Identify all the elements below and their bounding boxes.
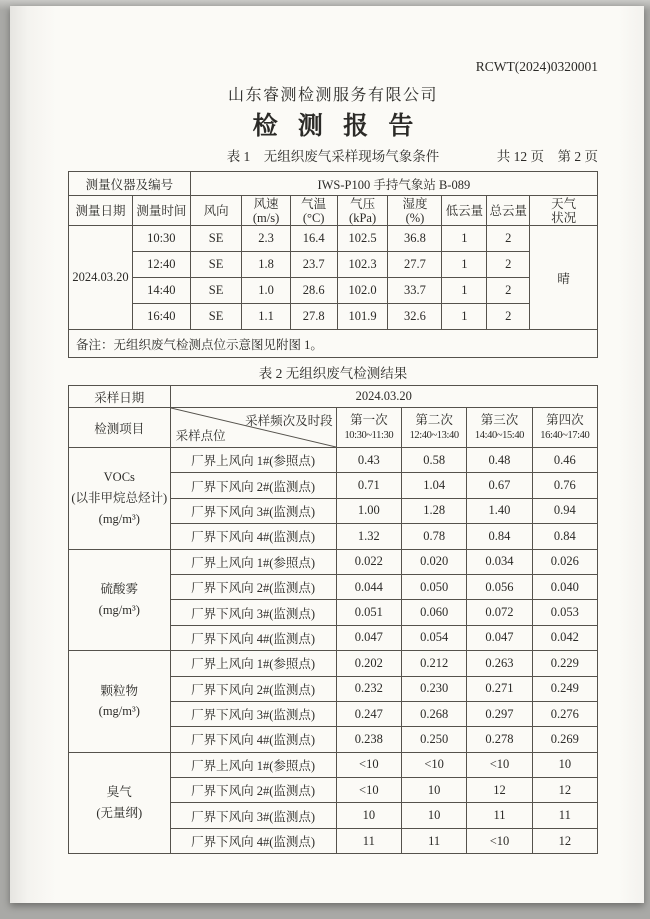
col-header: 总云量 xyxy=(487,196,530,226)
diagonal-header-cell xyxy=(170,408,336,448)
result-cell: 0.249 xyxy=(532,676,597,701)
result-cell: 11 xyxy=(401,828,466,853)
data-cell: 14:40 xyxy=(133,278,191,304)
data-cell: 101.9 xyxy=(337,304,388,330)
data-cell: SE xyxy=(190,278,242,304)
result-cell: 0.276 xyxy=(532,701,597,726)
table-row xyxy=(69,651,598,676)
data-cell: 16:40 xyxy=(133,304,191,330)
result-cell: 0.026 xyxy=(532,549,597,574)
result-cell: 0.047 xyxy=(336,625,401,650)
run-header: 第四次 16:40~17:40 xyxy=(532,408,597,448)
result-cell: 0.053 xyxy=(532,600,597,625)
col-header: 低云量 xyxy=(442,196,487,226)
data-cell: 2 xyxy=(487,304,530,330)
run-header: 第二次 12:40~13:40 xyxy=(401,408,466,448)
result-cell: 1.00 xyxy=(336,498,401,523)
sampling-point-cell: 厂界下风向 3#(监测点) xyxy=(170,600,336,625)
result-cell: <10 xyxy=(336,778,401,803)
header-row xyxy=(69,408,598,448)
data-cell: 1 xyxy=(442,226,487,252)
data-cell: 28.6 xyxy=(290,278,337,304)
table-row xyxy=(69,304,598,330)
diagonal-bottom-label: 采样点位 xyxy=(175,429,226,443)
col-header: 风速 (m/s) xyxy=(242,196,290,226)
result-cell: 11 xyxy=(467,803,532,828)
col-header: 湿度 (%) xyxy=(388,196,442,226)
result-cell: 0.056 xyxy=(467,574,532,599)
result-cell: 0.67 xyxy=(467,473,532,498)
result-cell: 0.050 xyxy=(401,574,466,599)
sampling-point-cell: 厂界下风向 4#(监测点) xyxy=(170,828,336,853)
result-cell: 0.271 xyxy=(467,676,532,701)
data-cell: 2 xyxy=(487,252,530,278)
instrument-value: IWS-P100 手持气象站 B-089 xyxy=(190,172,597,196)
sample-date-row xyxy=(69,386,598,408)
measure-date-cell: 2024.03.20 xyxy=(69,226,133,330)
result-cell: 0.040 xyxy=(532,574,597,599)
data-cell: 1.0 xyxy=(242,278,290,304)
sampling-point-cell: 厂界上风向 1#(参照点) xyxy=(170,752,336,777)
col-header: 天气 状况 xyxy=(530,196,598,226)
result-cell: 1.28 xyxy=(401,498,466,523)
data-cell: SE xyxy=(190,304,242,330)
result-cell: 0.047 xyxy=(467,625,532,650)
col-header: 测量日期 xyxy=(69,196,133,226)
result-cell: 0.46 xyxy=(532,448,597,473)
result-cell: 0.269 xyxy=(532,727,597,752)
result-cell: 10 xyxy=(336,803,401,828)
col-header: 风向 xyxy=(190,196,242,226)
result-cell: 10 xyxy=(401,803,466,828)
weather-cell: 晴 xyxy=(530,226,598,330)
data-cell: 2 xyxy=(487,278,530,304)
instrument-row xyxy=(69,172,598,196)
result-cell: 12 xyxy=(532,828,597,853)
table-row xyxy=(69,226,598,252)
sampling-point-cell: 厂界下风向 3#(监测点) xyxy=(170,498,336,523)
result-cell: 0.230 xyxy=(401,676,466,701)
data-cell: 1 xyxy=(442,278,487,304)
sampling-point-cell: 厂界下风向 3#(监测点) xyxy=(170,803,336,828)
result-cell: <10 xyxy=(336,752,401,777)
parameter-cell: 硫酸雾 (mg/m³) xyxy=(69,549,171,651)
result-cell: 0.229 xyxy=(532,651,597,676)
data-cell: 33.7 xyxy=(388,278,442,304)
result-cell: 0.278 xyxy=(467,727,532,752)
result-cell: 0.43 xyxy=(336,448,401,473)
result-cell: 0.247 xyxy=(336,701,401,726)
data-cell: 102.3 xyxy=(337,252,388,278)
sampling-point-cell: 厂界下风向 2#(监测点) xyxy=(170,676,336,701)
table-row xyxy=(69,448,598,473)
sampling-point-cell: 厂界下风向 2#(监测点) xyxy=(170,473,336,498)
result-cell: 0.212 xyxy=(401,651,466,676)
result-cell: 0.232 xyxy=(336,676,401,701)
weather-table xyxy=(68,171,598,358)
sampling-point-cell: 厂界上风向 1#(参照点) xyxy=(170,448,336,473)
result-cell: 0.042 xyxy=(532,625,597,650)
result-cell: 0.034 xyxy=(467,549,532,574)
result-cell: 12 xyxy=(532,778,597,803)
data-cell: 102.0 xyxy=(337,278,388,304)
data-cell: 1.8 xyxy=(242,252,290,278)
result-cell: 0.78 xyxy=(401,524,466,549)
data-cell: 1 xyxy=(442,252,487,278)
data-cell: 23.7 xyxy=(290,252,337,278)
data-cell: 2.3 xyxy=(242,226,290,252)
table1-caption-row xyxy=(68,147,598,166)
report-title: 检 测 报 告 xyxy=(252,113,421,140)
parameter-cell: 颗粒物 (mg/m³) xyxy=(69,651,171,753)
sample-date-value: 2024.03.20 xyxy=(170,386,597,408)
note-row xyxy=(69,330,598,358)
result-cell: 0.268 xyxy=(401,701,466,726)
run-header: 第三次 14:40~15:40 xyxy=(467,408,532,448)
result-cell: 0.263 xyxy=(467,651,532,676)
table-row xyxy=(69,549,598,574)
data-cell: 1 xyxy=(442,304,487,330)
sampling-point-cell: 厂界下风向 4#(监测点) xyxy=(170,524,336,549)
result-cell: 0.84 xyxy=(467,524,532,549)
result-cell: 1.32 xyxy=(336,524,401,549)
diagonal-top-label: 采样频次及时段 xyxy=(245,414,333,428)
table-row xyxy=(69,278,598,304)
data-cell: 32.6 xyxy=(388,304,442,330)
result-cell: 10 xyxy=(401,778,466,803)
result-cell: 1.04 xyxy=(401,473,466,498)
result-cell: 0.48 xyxy=(467,448,532,473)
data-cell: 36.8 xyxy=(388,226,442,252)
report-number: RCWT(2024)0320001 xyxy=(475,59,598,74)
result-cell: <10 xyxy=(467,828,532,853)
result-cell: 0.022 xyxy=(336,549,401,574)
data-cell: 27.7 xyxy=(388,252,442,278)
col-header: 气压 (kPa) xyxy=(337,196,388,226)
data-cell: SE xyxy=(190,252,242,278)
data-cell: SE xyxy=(190,226,242,252)
sampling-point-cell: 厂界下风向 4#(监测点) xyxy=(170,727,336,752)
result-cell: 11 xyxy=(336,828,401,853)
result-cell: 0.58 xyxy=(401,448,466,473)
result-cell: 0.054 xyxy=(401,625,466,650)
result-cell: 12 xyxy=(467,778,532,803)
report-page xyxy=(10,6,644,903)
result-cell: 0.072 xyxy=(467,600,532,625)
result-cell: 0.84 xyxy=(532,524,597,549)
page-count: 共 12 页 第 2 页 xyxy=(496,149,598,164)
sampling-point-cell: 厂界上风向 1#(参照点) xyxy=(170,651,336,676)
result-cell: 0.94 xyxy=(532,498,597,523)
results-table xyxy=(68,385,598,854)
result-cell: 0.297 xyxy=(467,701,532,726)
header-row xyxy=(69,196,598,226)
data-cell: 27.8 xyxy=(290,304,337,330)
data-cell: 12:40 xyxy=(133,252,191,278)
result-cell: 10 xyxy=(532,752,597,777)
sampling-point-cell: 厂界上风向 1#(参照点) xyxy=(170,549,336,574)
result-cell: 0.044 xyxy=(336,574,401,599)
parameter-cell: VOCs (以非甲烷总烃计) (mg/m³) xyxy=(69,448,171,550)
data-cell: 2 xyxy=(487,226,530,252)
company-name: 山东睿测检测服务有限公司 xyxy=(227,87,438,104)
sampling-point-cell: 厂界下风向 3#(监测点) xyxy=(170,701,336,726)
table-row xyxy=(69,252,598,278)
result-cell: 0.051 xyxy=(336,600,401,625)
result-cell: 1.40 xyxy=(467,498,532,523)
result-cell: 11 xyxy=(532,803,597,828)
result-cell: 0.71 xyxy=(336,473,401,498)
parameter-cell: 臭气 (无量纲) xyxy=(69,752,171,854)
result-cell: <10 xyxy=(401,752,466,777)
run-header: 第一次 10:30~11:30 xyxy=(336,408,401,448)
data-cell: 1.1 xyxy=(242,304,290,330)
sample-date-label: 采样日期 xyxy=(69,386,171,408)
table1-caption: 表 1 无组织废气采样现场气象条件 xyxy=(226,149,440,164)
data-cell: 16.4 xyxy=(290,226,337,252)
result-cell: 0.76 xyxy=(532,473,597,498)
instrument-label: 测量仪器及编号 xyxy=(69,172,191,196)
result-cell: <10 xyxy=(467,752,532,777)
result-cell: 0.202 xyxy=(336,651,401,676)
col-header: 测量时间 xyxy=(133,196,191,226)
data-cell: 10:30 xyxy=(133,226,191,252)
item-header: 检测项目 xyxy=(69,408,171,448)
col-header: 气温 (°C) xyxy=(290,196,337,226)
result-cell: 0.060 xyxy=(401,600,466,625)
result-cell: 0.020 xyxy=(401,549,466,574)
data-cell: 102.5 xyxy=(337,226,388,252)
table1-note: 备注：无组织废气检测点位示意图见附图 1。 xyxy=(69,330,598,358)
result-cell: 0.250 xyxy=(401,727,466,752)
table2-caption: 表 2 无组织废气检测结果 xyxy=(258,366,408,381)
table-row xyxy=(69,752,598,777)
result-cell: 0.238 xyxy=(336,727,401,752)
sampling-point-cell: 厂界下风向 2#(监测点) xyxy=(170,778,336,803)
sampling-point-cell: 厂界下风向 2#(监测点) xyxy=(170,574,336,599)
sampling-point-cell: 厂界下风向 4#(监测点) xyxy=(170,625,336,650)
